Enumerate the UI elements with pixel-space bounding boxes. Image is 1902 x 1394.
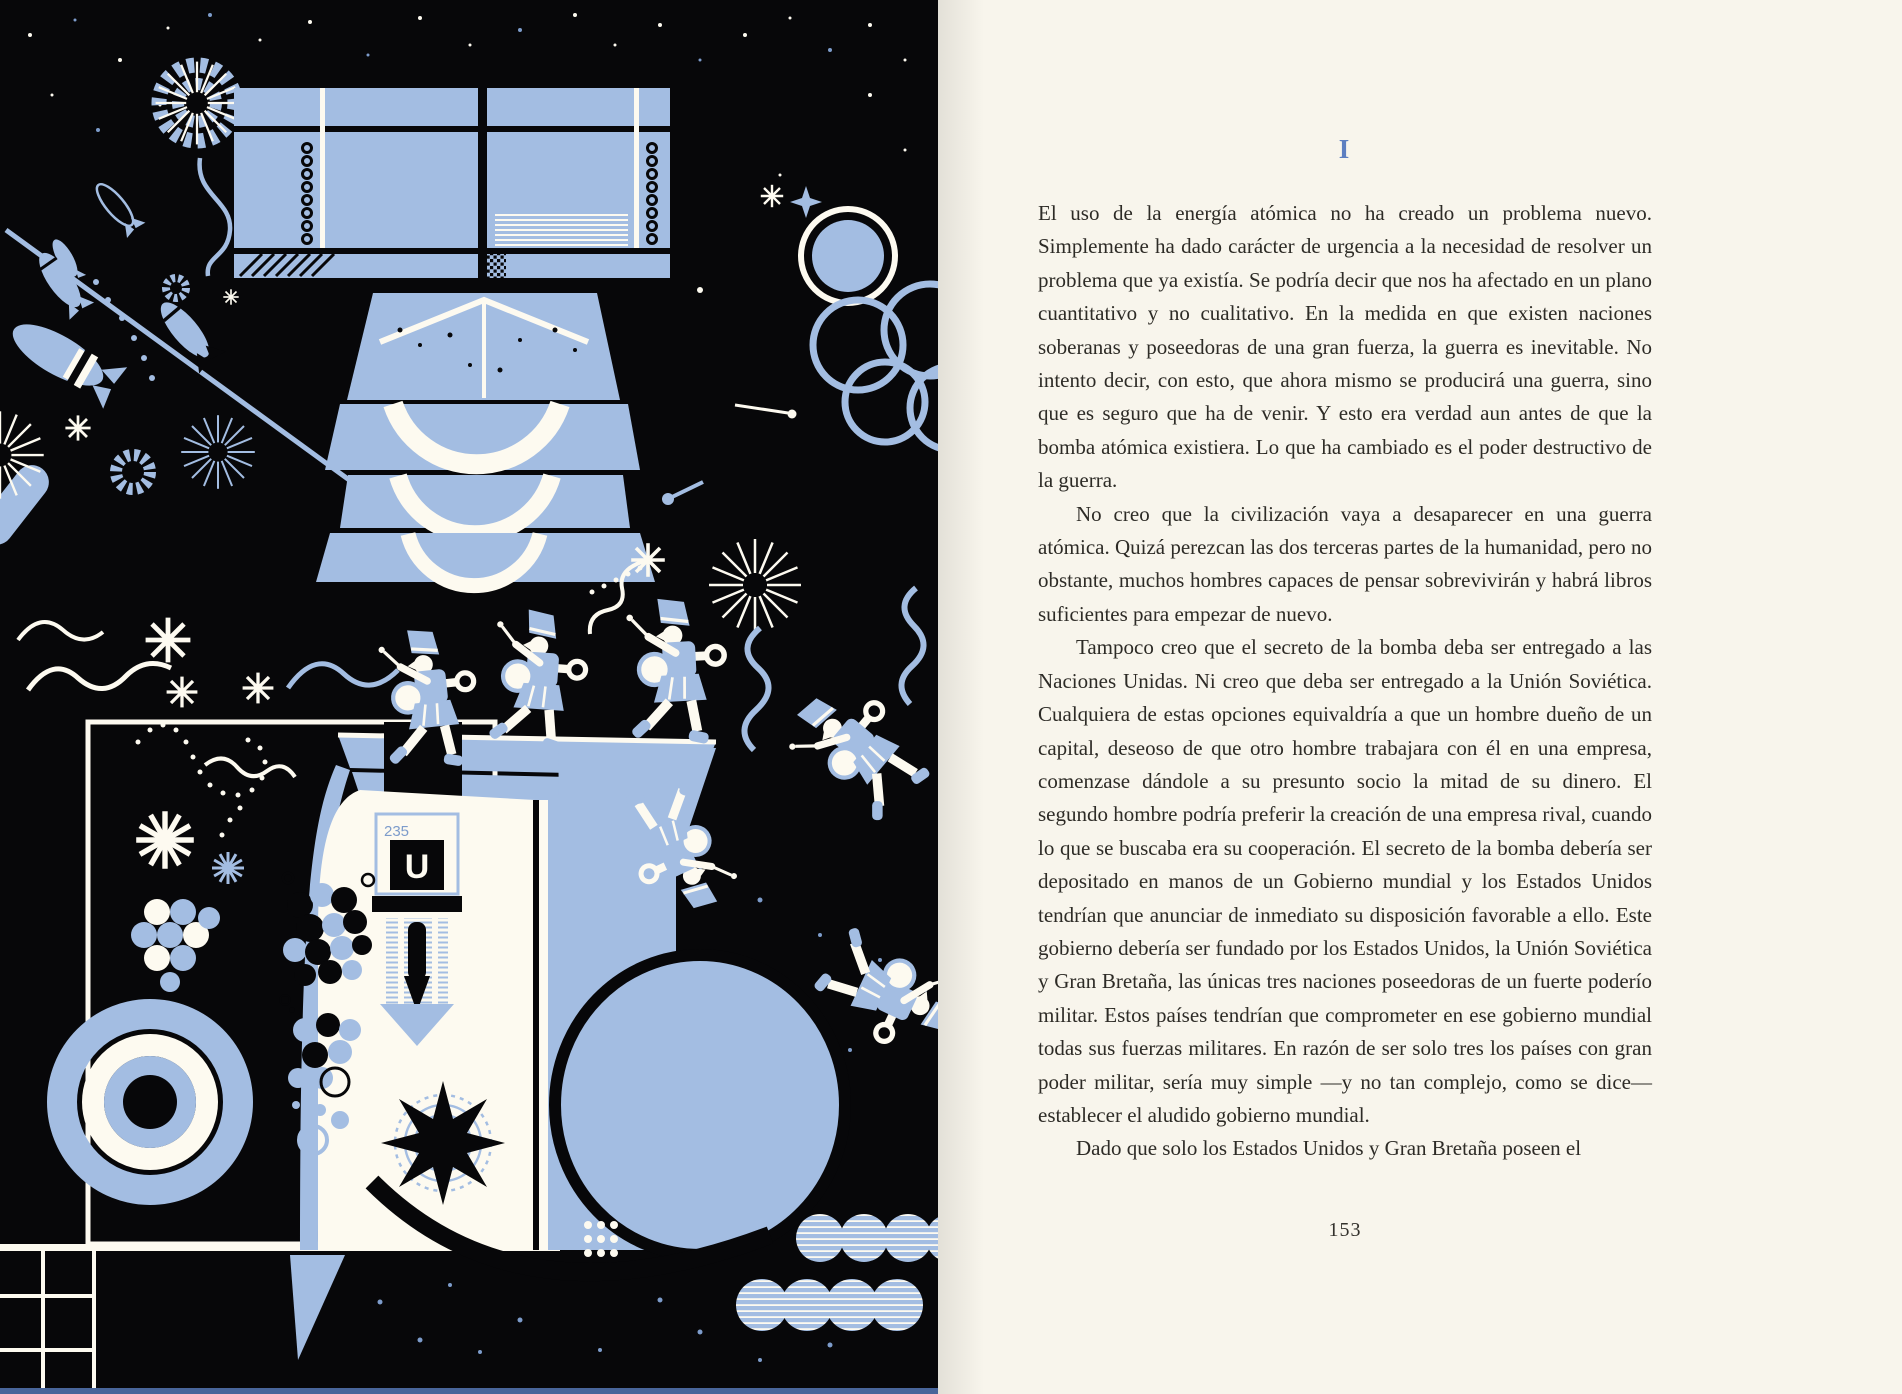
flask-bubble xyxy=(555,955,845,1255)
bullet-icon xyxy=(408,922,426,980)
uranium-tile xyxy=(372,814,462,912)
paragraph: Dado que solo los Estados Unidos y Gran Bretaña poseen el xyxy=(1076,1136,1582,1161)
machine-seam xyxy=(478,88,487,278)
body-text xyxy=(1038,197,1652,1166)
press-stack xyxy=(316,293,655,586)
vent-lines xyxy=(495,215,628,245)
illustration-page xyxy=(0,0,938,1394)
planet-icon xyxy=(812,220,884,292)
chapter-heading: I xyxy=(1338,134,1352,164)
bullseye-rings xyxy=(62,1014,238,1190)
paragraph: No creo que la civilización vaya a desaparecer en una guerra atómica. Quizá perezcan las dos terceras partes de la humanidad, pero no obstante, muchos hombres capaces de pensar sobrevivirán y habrá libros suficientes para empezar de nuevo. xyxy=(1038,501,1652,626)
uranium-symbol: U xyxy=(404,848,430,886)
text-page xyxy=(938,0,1902,1394)
press-machine xyxy=(234,88,670,302)
star-burst xyxy=(381,1081,505,1205)
page-number: 153 xyxy=(1328,1219,1362,1241)
paragraph: El uso de la energía atómica no ha creado un problema nuevo. Simplemente ha dado carácter de urgencia a la necesidad de resolver un problema que ya existía. Se podría decir que nos ha afectado en un plano cuantitativo y no cualitativo. En la medida en que existen naciones soberanas y poseedoras de una gran fuerza, la guerra es inevitable. No intento decir, con esto, que ahora mismo se producirá una guerra, sino que es seguro que ha de venir. Y esto era verdad aun antes de que la bomba atómica existiera. Lo que ha cambiado es el poder destructivo de la guerra. xyxy=(1038,201,1652,493)
dot-grid xyxy=(584,1221,618,1257)
mass-number-label: 235 xyxy=(384,823,410,840)
paragraph: Tampoco creo que el secreto de la bomba deba ser entregado a las Naciones Unidas. Ni creo que deba ser entregado a la Unión Soviética. Cualquiera de estas opciones equivaldría a que un hombre dueño de un capital, deseoso de que otro hombre trabajara con él en una empresa, comenzase dándole a su presunto socio la mitad de su dinero. El segundo hombre podría preferir la creación de una empresa rival, cuando lo que se buscaba era su cooperación. El secreto de la bomba debería ser depositado en manos de un Gobierno mundial y los Estados Unidos tendrían que anunciar de inmediato su disposición favorable a ello. Este gobierno debería ser fundado por los Estados Unidos, la Unión Soviética y Gran Bretaña, las únicas tres naciones poseedoras de un fuerte poderío militar. Estos países tendrían que comprometer en ese gobierno mundial todas sus fuerzas militares. En razón de ser solo tres los países con gran poder militar, sería muy simple —y no tan complejo, como se dice— establecer el aludido gobierno mundial. xyxy=(1038,635,1652,1127)
